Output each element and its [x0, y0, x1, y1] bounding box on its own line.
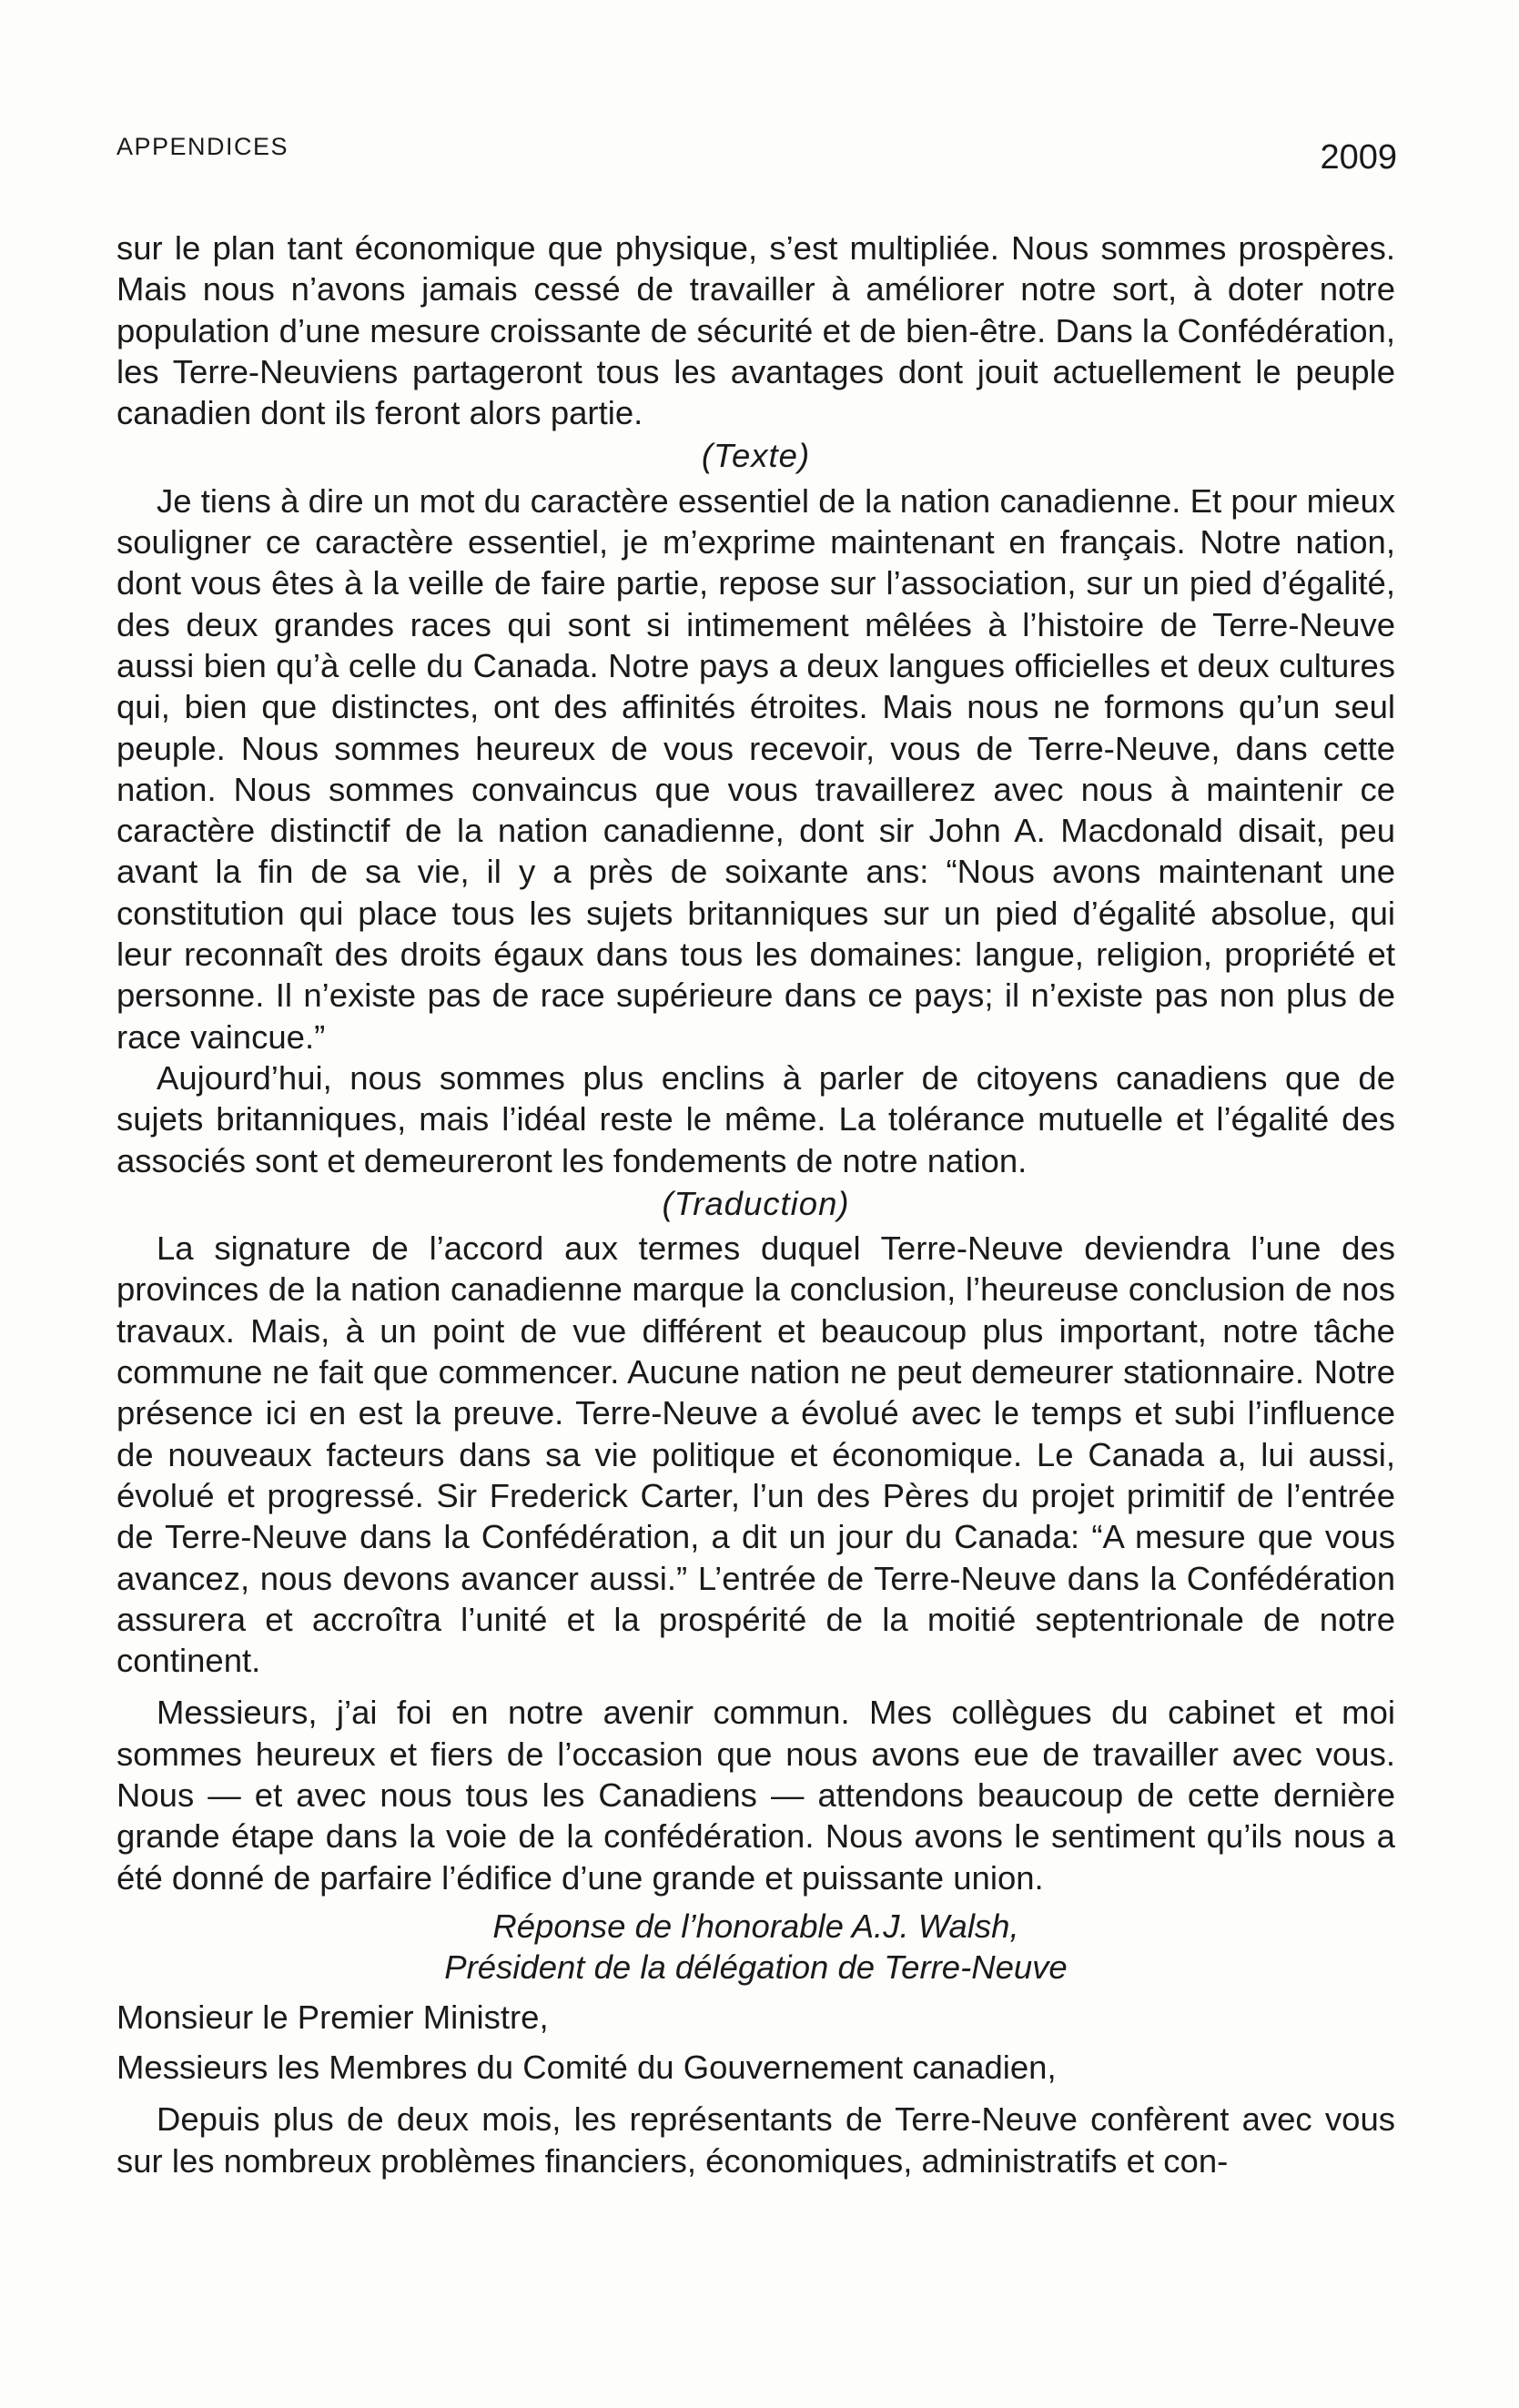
paragraph-national-character: Je tiens à dire un mot du caractère essentiel de la nation canadienne. Et pour mieux souligner ce caractère essentiel, je m’exprime maintenant en français. Notre nation, dont vous êtes à la veille de faire partie, repose sur l’association, sur un pied d’égalité, des deux grandes races qui sont si intimement mêlées à l’histoire de Terre-Neuve aussi bien qu’à celle du Canada. Notre pays a deux langues officielles et deux cultures qui, bien que distinctes, ont des affinités étroites. Mais nous ne formons qu’un seul peuple. Nous sommes heureux de vous recevoir, vous de Terre-Neuve, dans cette nation. Nous sommes convaincus que vous travaillerez avec nous à maintenir ce caractère distinctif de la nation canadienne, dont sir John A. Macdonald disait, peu avant la fin de sa vie, il y a près de soixante ans: “Nous avons maintenant une constitution qui place tous les sujets britanniques sur un pied d’égalité absolue, qui leur reconnaît des droits égaux dans tous les domaines: langue, religion, propriété et personne. Il n’existe pas de race supérieure dans ce pays; il n’existe pas non plus de race vaincue.”	[116, 481, 1395, 1056]
salutation-prime-minister: Monsieur le Premier Ministre,	[116, 1998, 549, 2036]
page-number: 2009	[1320, 138, 1397, 177]
running-head: APPENDICES	[116, 133, 289, 160]
paragraph-messieurs: Messieurs, j’ai foi en notre avenir commun. Mes collègues du cabinet et moi sommes heureux et fiers de l’occasion que nous avons eue de travailler avec vous. Nous — et avec nous tous les Canadiens — attendons beaucoup de cette dernière grande étape dans la voie de la confédération. Nous avons le sentiment qu’ils nous a été donné de parfaire l’édifice d’une grande et puissante union.	[116, 1694, 1395, 1897]
paragraph-signature: La signature de l’accord aux termes duquel Terre-Neuve deviendra l’une des provinces de la nation canadienne marque la conclusion, l’heureuse conclusion de nos travaux. Mais, à un point de vue différent et beaucoup plus important, notre tâche commune ne fait que commencer. Aucune nation ne peut demeurer stationnaire. Notre présence ici en est la preuve. Terre-Neuve a évolué avec le temps et subi l’influence de nouveaux facteurs dans sa vie politique et économique. Le Canada a, lui aussi, évolué et progressé. Sir Frederick Carter, l’un des Pères du projet primitif de l’entrée de Terre-Neuve dans la Confédération, a dit un jour du Canada: “A mesure que vous avancez, nous devons avancer aussi.” L’entrée de Terre-Neuve dans la Confédération assurera et accroîtra l’unité et la prospérité de la moitié septentrionale de notre continent.	[116, 1229, 1395, 1680]
section-label-texte: (Texte)	[701, 437, 811, 475]
reply-heading-line1: Réponse de l’honorable A.J. Walsh,	[492, 1907, 1019, 1945]
salutation-committee: Messieurs les Membres du Comité du Gouvernement canadien,	[116, 2049, 1057, 2087]
paragraph-depuis: Depuis plus de deux mois, les représentants de Terre-Neuve confèrent avec vous sur les nombreux problèmes financiers, économiques, administratifs et con-	[116, 2100, 1395, 2180]
paragraph-today: Aujourd’hui, nous sommes plus enclins à parler de citoyens canadiens que de sujets britanniques, mais l’idéal reste le même. La tolérance mutuelle et l’égalité des associés sont et demeureront les fondements de notre nation.	[116, 1058, 1395, 1179]
body-text	[116, 228, 1395, 2181]
paragraph-continuation: sur le plan tant économique que physique, s’est multipliée. Nous sommes prospères. Mais nous n’avons jamais cessé de travailler à améliorer notre sort, à doter notre population d’une mesure croissante de sécurité et de bien-être. Dans la Confédération, les Terre-Neuviens partageront tous les avantages dont jouit actuellement le peuple canadien dont ils feront alors partie.	[116, 229, 1395, 432]
reply-heading-line2: Président de la délégation de Terre-Neuve	[444, 1948, 1068, 1986]
section-label-traduction: (Traduction)	[662, 1184, 850, 1222]
